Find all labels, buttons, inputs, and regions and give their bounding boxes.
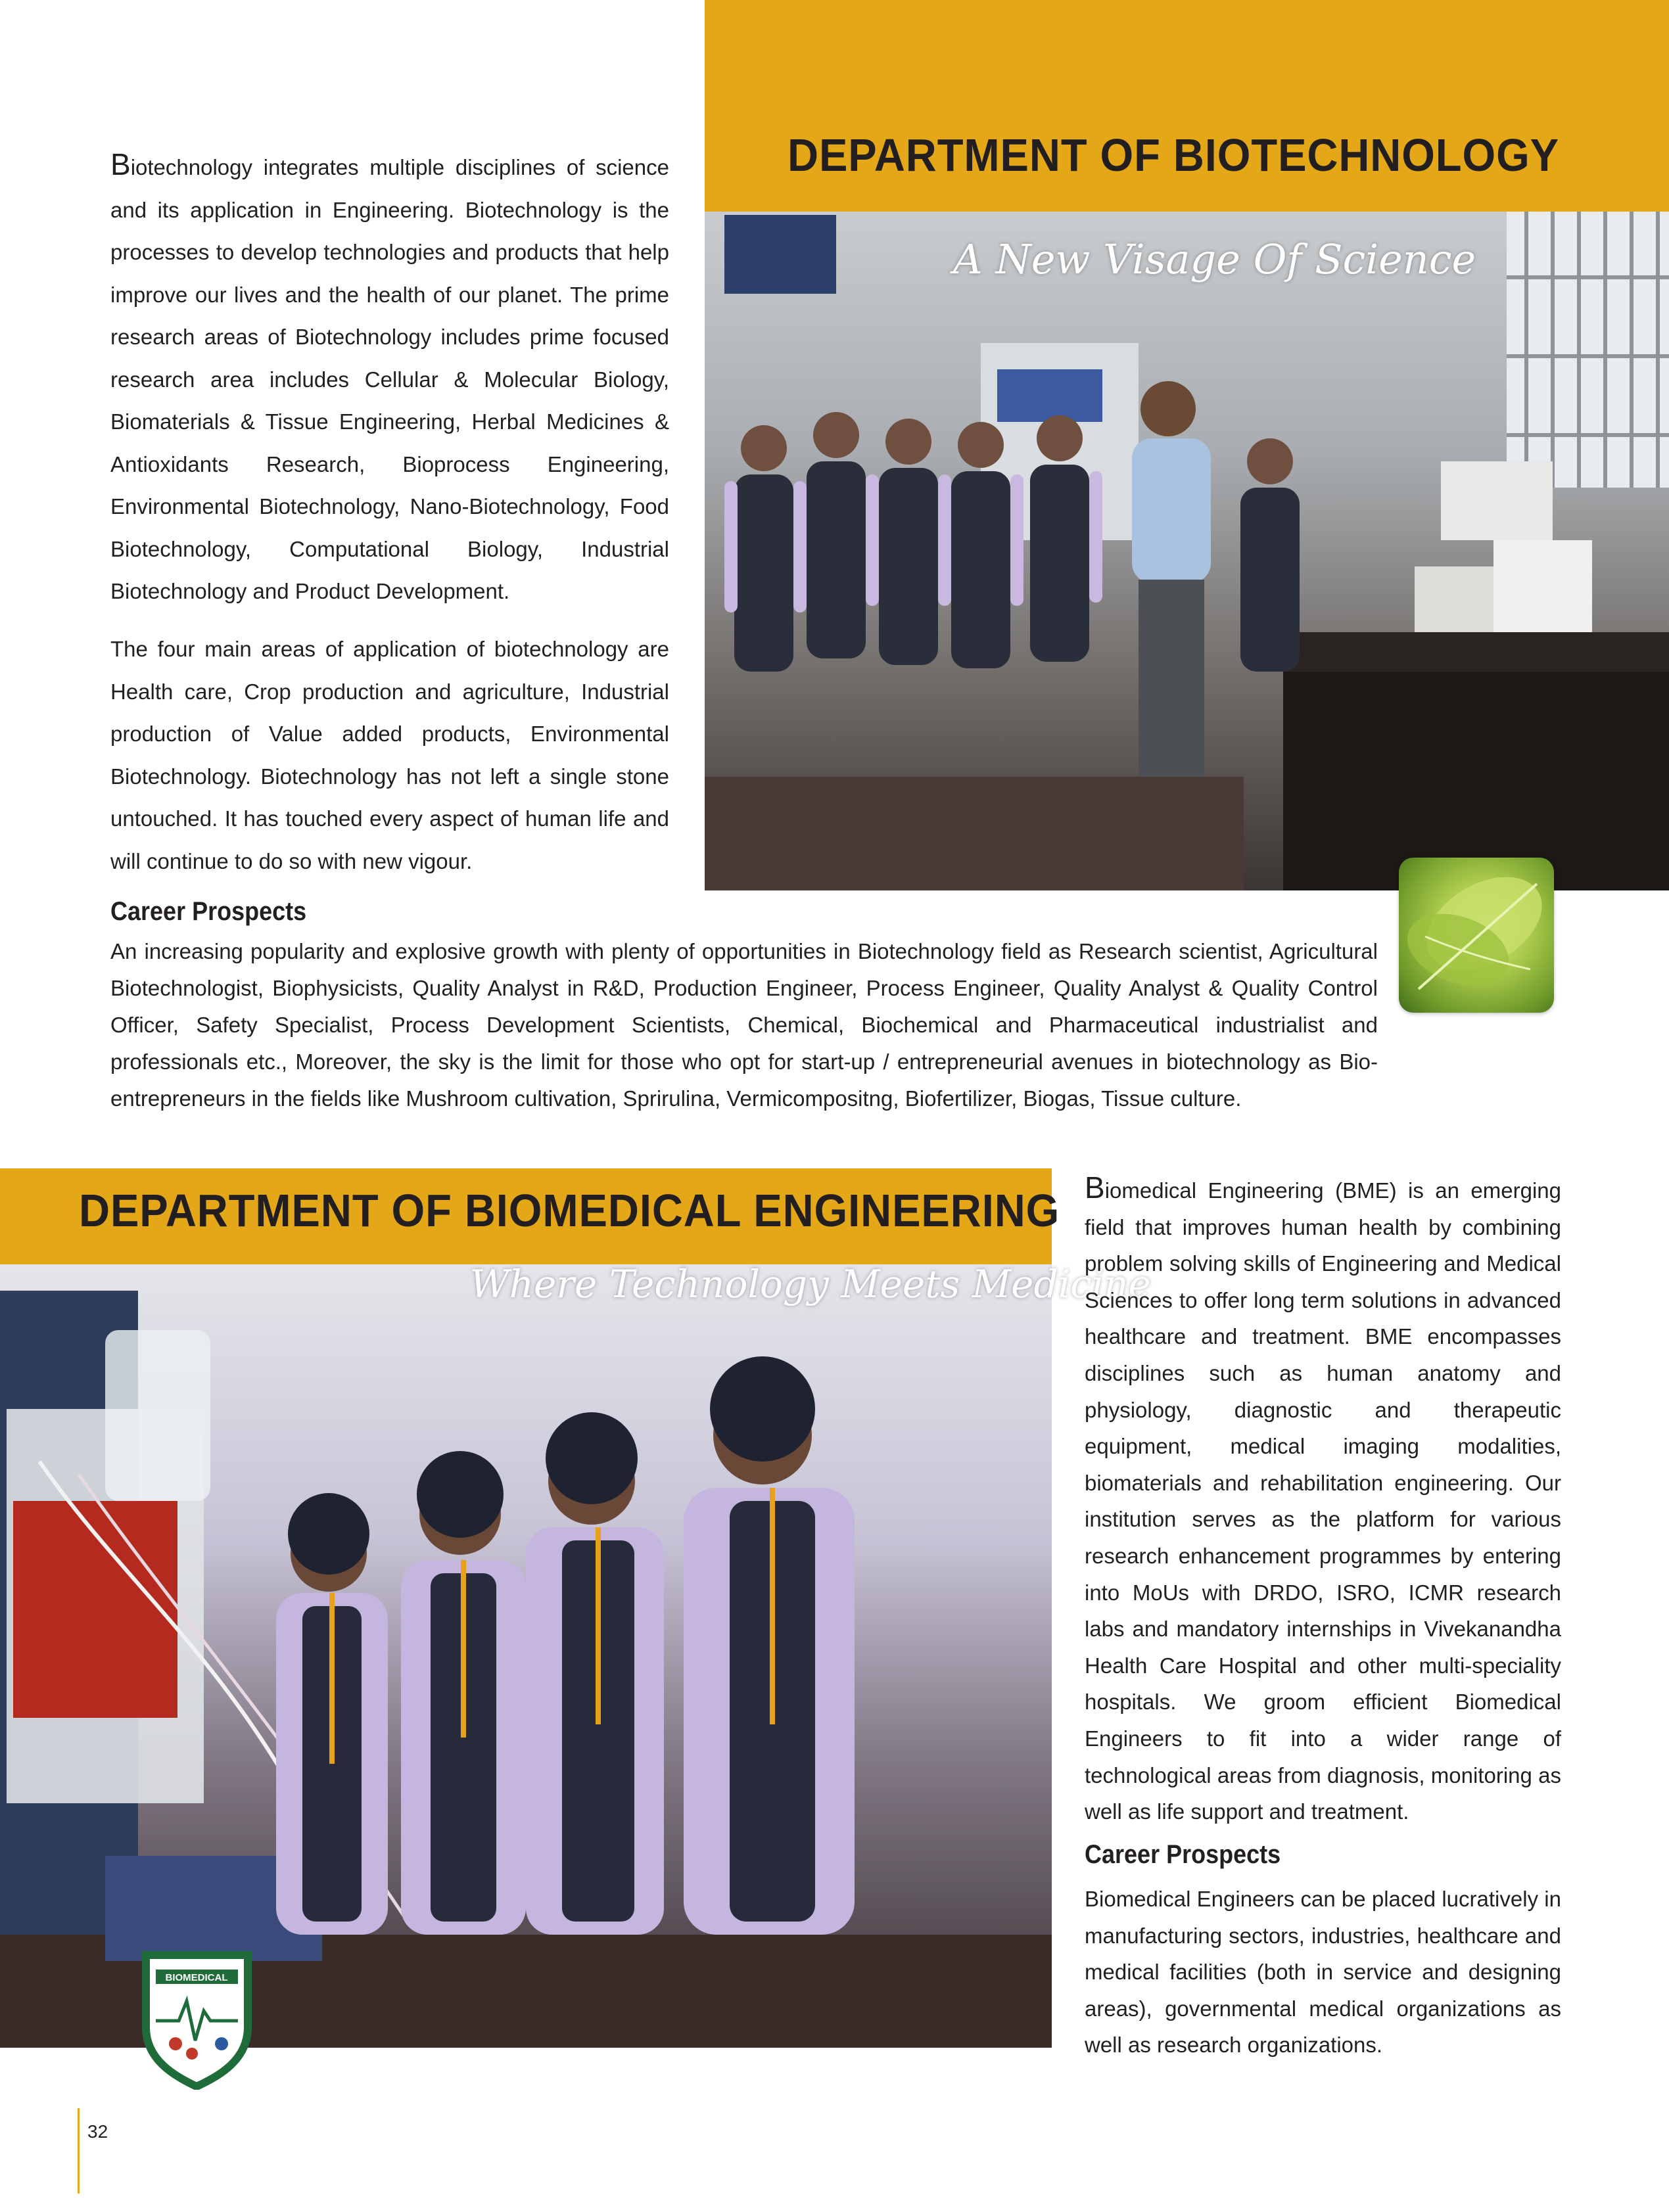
biotech-career-heading: Career Prospects (110, 897, 307, 926)
biotech-tagline: A New Visage Of Science (953, 235, 1476, 283)
leaf-image (1399, 858, 1554, 1013)
biotech-intro-paragraph (110, 143, 669, 613)
biomedical-lab-photo (0, 1262, 1151, 2048)
logo-label: BIOMEDICAL (165, 1972, 228, 1983)
biotech-dropcap: B (110, 147, 131, 181)
biomedical-career-heading: Career Prospects (1085, 1840, 1281, 1869)
biomedical-shield-icon (139, 1948, 254, 2090)
page-number: 32 (87, 2121, 108, 2142)
biotech-intro-text: iotechnology integrates multiple disciplines of science and its application in Engineering. Biotechnology is the processes to develop technologies and products that help improve our lives and the health of our planet. The prime research areas of Biotechnology includes prime focused research area includes Cellular & Molecular Biology, Biomaterials & Tissue Engineering, Herbal Medicines & Antioxidants Research, Bioprocess Engineering, Environmental Biotechnology, Nano-Biotechnology, Food Biotechnology, Computational Biology, Industrial Biotechnology and Product Development. (110, 155, 669, 603)
biomedical-tagline: Where Technology Meets Medicine (470, 1262, 1151, 1306)
leaf-illustration (1399, 858, 1554, 1013)
biomedical-photo-illustration (0, 1262, 1151, 2048)
biotech-lab-photo (705, 212, 1669, 890)
biotech-career-text: An increasing popularity and explosive growth with plenty of opportunities in Biotechnology field as Research scientist, Agricultural Biotechnologist, Biophysicists, Quality Analyst in R&D, Production Engineer, Process Engineer, Quality Analyst & Quality Control Officer, Safety Specialist, Process Development Scientists, Chemical, Biochemical and Pharmaceutical industrialist and professionals etc., Moreover, the sky is the limit for those who opt for start-up / entrepreneurial avenues in biotechnology as Bio-entrepreneurs in the fields like Mushroom cultivation, Sprirulina, Vermicompositng, Biofertilizer, Biogas, Tissue culture. (110, 939, 1378, 1111)
biomedical-career-text: Biomedical Engineers can be placed lucratively in manufacturing sectors, industries, healthcare and medical facilities (both in service and designing areas), governmental medical organizations as well as research organizations. (1085, 1887, 1561, 2058)
biomedical-intro-paragraph (1085, 1170, 1561, 1830)
biomedical-logo (139, 1948, 254, 2090)
page-number-rule (78, 2108, 80, 2194)
biomedical-dropcap: B (1085, 1170, 1105, 1205)
biotech-applications-paragraph: The four main areas of application of biotechnology are Health care, Crop production and agriculture, Industrial production of Value added products, Environmental Biotechnology. Biotechnology has not left a single stone untouched. It has touched every aspect of human life and will continue to do so with new vigour. (110, 637, 669, 873)
biotech-photo-illustration (705, 212, 1669, 890)
biomedical-intro-text: iomedical Engineering (BME) is an emerging field that improves human health by combining problem solving skills of Engineering and Medical Sciences to offer long term solutions in advanced healthcare and treatment. BME encompasses disciplines such as human anatomy and physiology, diagnostic and therapeutic equipment, medical imaging modalities, biomaterials and rehabilitation engineering. Our institution serves as the platform for various research enhancement programmes by entering into MoUs with DRDO, ISRO, ICMR research labs and mandatory internships in Vivekanandha Health Care Hospital and other multi-speciality hospitals. We groom efficient Biomedical Engineers to fit into a wider range of technological areas from diagnosis, monitoring as well as life support and treatment. (1085, 1178, 1561, 1824)
biomedical-title: DEPARTMENT OF BIOMEDICAL ENGINEERING (79, 1185, 1060, 1236)
biotech-title: DEPARTMENT OF BIOTECHNOLOGY (787, 129, 1559, 181)
